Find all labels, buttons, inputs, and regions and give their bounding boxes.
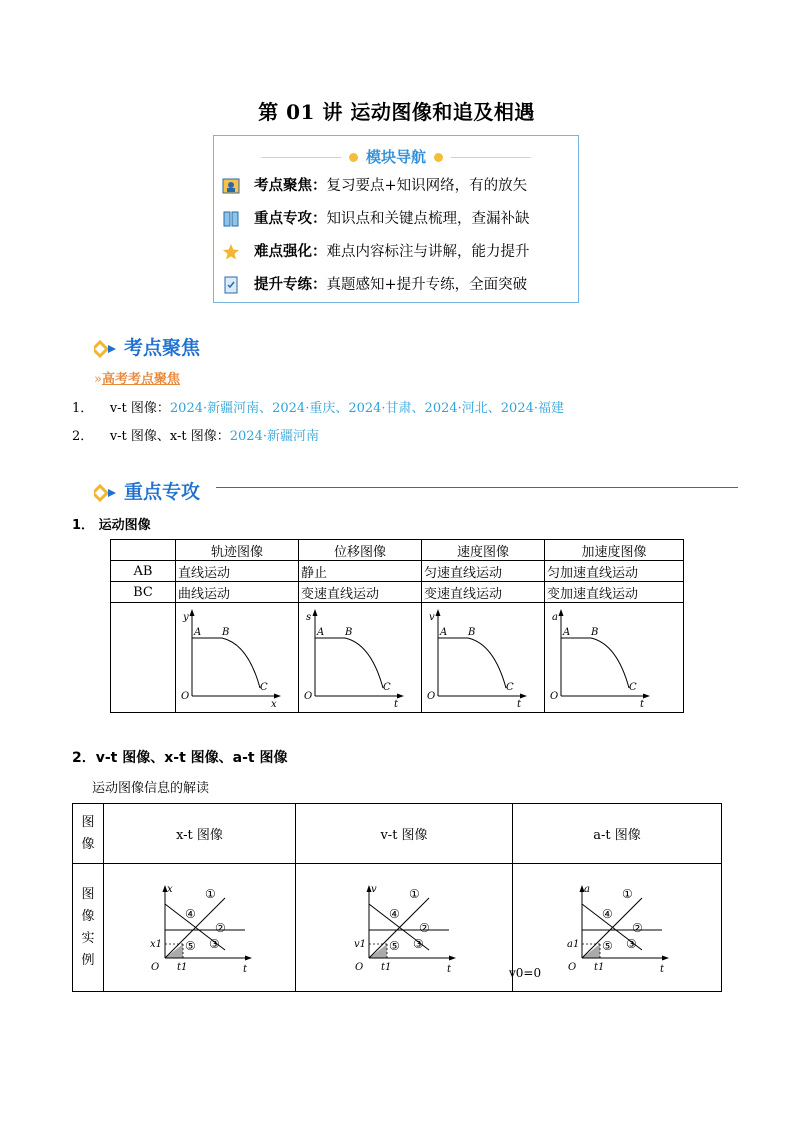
circle-label: ② (419, 920, 430, 935)
origin-label: O (355, 961, 364, 973)
list-item: 2． v-t 图像、x-t 图像：2024·新疆河南 (72, 429, 319, 444)
subsection-gaokao: »高考考点聚焦 (94, 372, 180, 387)
axis-x-label: t (447, 963, 452, 975)
t1-label: t1 (594, 961, 605, 973)
section-kaodian-heading: 考点聚焦 (94, 333, 200, 360)
heading-three-graphs: 2．v-t 图像、x-t 图像、a-t 图像 (72, 750, 288, 766)
list-item: 1． v-t 图像：2024·新疆河南、2024·重庆、2024·甘肃、2024·河北、2024·福建 (72, 401, 564, 416)
point-label: B (345, 626, 353, 638)
axis-x-label: x (271, 698, 277, 708)
table-row-graphs (111, 603, 684, 713)
t1-label: t1 (381, 961, 392, 973)
source-links[interactable]: 2024·新疆河南 (229, 429, 319, 444)
nav-header (214, 146, 578, 167)
axis-x-label: t (640, 698, 645, 708)
nav-item-kaodian: 考点聚焦：复习要点+知识网络，有的放矢 (222, 174, 527, 195)
circle-label: ① (204, 886, 216, 901)
table-header (111, 540, 176, 561)
motion-graph (547, 604, 659, 708)
circle-label: ③ (626, 936, 637, 951)
row-label: 图像实例 (73, 864, 104, 992)
table-row: BC 曲线运动 变速直线运动 变速直线运动 变加速直线运动 (111, 582, 684, 603)
axis-y-label: x (166, 883, 173, 895)
motion-curve (192, 638, 260, 688)
table-row: AB 直线运动 静止 匀速直线运动 匀加速直线运动 (111, 561, 684, 582)
book-icon (222, 210, 240, 228)
point-label: C (260, 681, 268, 693)
graph-cell (545, 603, 684, 713)
nav-header-text: 模块导航 (365, 148, 426, 166)
table-caption: 运动图像信息的解读 (92, 781, 210, 796)
page-title: 第 01 讲 运动图像和追及相遇 (258, 100, 535, 124)
motion-graph-table (110, 539, 684, 713)
graph-cell (296, 864, 513, 992)
motion-curve (561, 638, 629, 688)
point-label: A (440, 626, 448, 638)
motion-curve (438, 638, 506, 688)
graph-info-table (72, 803, 722, 992)
circle-label: ② (632, 920, 643, 935)
mark-label: a1 (567, 938, 580, 950)
circle-label: ③ (413, 936, 424, 951)
circle-label: ④ (602, 906, 613, 921)
axis-x-label: t (242, 963, 247, 975)
circle-label: ② (214, 920, 226, 935)
star-icon (222, 243, 240, 261)
nav-item-tisheng: 提升专练：真题感知+提升专练，全面突破 (222, 273, 527, 294)
motion-curve (315, 638, 383, 688)
axis-y-label: s (306, 611, 312, 623)
initial-velocity-note: v0=0 (509, 966, 542, 980)
row-label: 图像 (73, 804, 104, 864)
mark-label: v1 (354, 938, 367, 950)
diamond-arrow-icon (94, 484, 118, 502)
checklist-icon (222, 276, 240, 294)
axis-y-label: a (552, 611, 558, 623)
table-header: x-t 图像 (104, 804, 296, 864)
axis-y-label: v (429, 611, 435, 623)
graph-cell (422, 603, 545, 713)
nav-item-nandian: 难点强化：难点内容标注与讲解，能力提升 (222, 240, 530, 261)
point-label: O (181, 690, 190, 702)
table-header: v-t 图像 (296, 804, 513, 864)
nav-item-zhongdian: 重点专攻：知识点和关键点梳理，查漏补缺 (222, 207, 530, 228)
graph-cell (176, 603, 299, 713)
table-header: 位移图像 (299, 540, 422, 561)
table-header: 轨迹图像 (176, 540, 299, 561)
source-links[interactable]: 2024·新疆河南、2024·重庆、2024·甘肃、2024·河北、2024·福建 (169, 401, 564, 416)
origin-label: O (568, 961, 577, 973)
point-label: B (222, 626, 230, 638)
point-label: B (591, 626, 599, 638)
person-board-icon (222, 177, 240, 195)
example-graph (349, 880, 459, 976)
mark-label: x1 (149, 938, 162, 950)
circle-label: ③ (208, 936, 220, 951)
point-label: B (468, 626, 476, 638)
axis-y-label: y (183, 611, 189, 623)
circle-label: ① (622, 886, 633, 901)
example-graph (145, 880, 255, 976)
module-nav-box (213, 135, 579, 303)
motion-graph (178, 604, 290, 708)
point-label: A (194, 626, 202, 638)
point-label: O (427, 690, 436, 702)
origin-label: O (150, 961, 159, 973)
graph-cell (299, 603, 422, 713)
axis-x-label: t (660, 963, 665, 975)
circle-label: ④ (184, 906, 196, 921)
motion-graph (301, 604, 413, 708)
circle-label: ⑤ (602, 938, 613, 953)
point-label: C (383, 681, 391, 693)
circle-label: ① (409, 886, 420, 901)
section-divider (216, 487, 738, 488)
graph-cell (104, 864, 296, 992)
motion-graph (424, 604, 536, 708)
point-label: C (506, 681, 514, 693)
section-zhongdian-heading: 重点专攻 (94, 477, 200, 504)
axis-x-label: t (517, 698, 522, 708)
point-label: A (563, 626, 571, 638)
table-header: 速度图像 (422, 540, 545, 561)
point-label: O (550, 690, 559, 702)
axis-y-label: a (584, 883, 590, 895)
diamond-arrow-icon (94, 340, 118, 358)
point-label: C (629, 681, 637, 693)
axis-y-label: v (371, 883, 377, 895)
circle-label: ⑤ (389, 938, 400, 953)
circle-label: ④ (389, 906, 400, 921)
axis-x-label: t (394, 698, 399, 708)
point-label: O (304, 690, 313, 702)
double-chevron-icon: » (94, 372, 102, 387)
example-graph (562, 880, 672, 976)
table-header: a-t 图像 (513, 804, 722, 864)
heading-motion-graphs: 1． 运动图像 (72, 518, 151, 533)
point-label: A (317, 626, 325, 638)
t1-label: t1 (176, 961, 187, 973)
circle-label: ⑤ (184, 938, 196, 953)
graph-cell (513, 864, 722, 992)
table-header: 加速度图像 (545, 540, 684, 561)
